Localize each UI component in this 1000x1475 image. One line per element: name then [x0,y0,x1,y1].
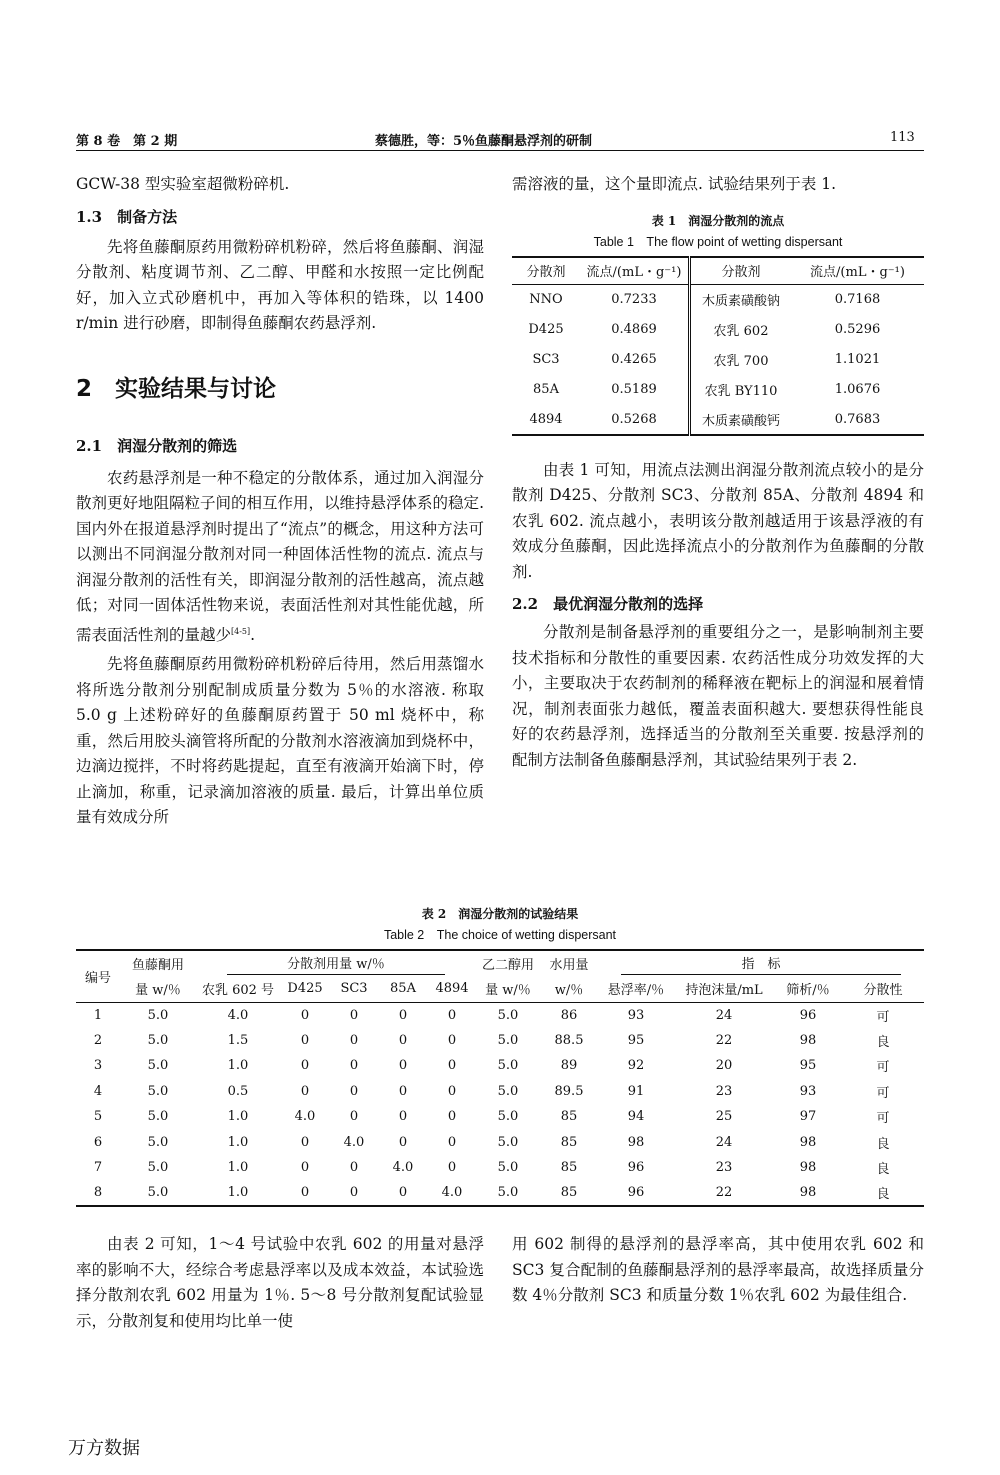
table-cell: 0 [300,1058,310,1074]
table-cell: 0 [447,1134,457,1150]
table-cell: NNO [529,292,563,308]
table-cell: 5.0 [497,1058,519,1074]
table-cell: 0.7683 [834,411,881,427]
table-cell: 5.0 [147,1032,169,1048]
table-cell: 4.0 [343,1134,365,1150]
table-cell: 0 [447,1032,457,1048]
table-cell: 1.0 [227,1185,249,1201]
table-cell: 4 [93,1083,103,1099]
table2-header-row-1 [76,950,924,976]
table-cell: 可 [876,1085,890,1101]
table-row [76,1181,924,1207]
table-cell: 0 [300,1160,310,1176]
paragraph-table2-analysis-left: 由表 2 可知，1～4 号试验中农乳 602 的用量对悬浮率的影响不大，经综合考虑悬浮率以及成本效益，本试验选择分散剂农乳 602 用量为 1％. 5～8 号分散剂复配试验显示，分散剂复和使用均比单一使 [76,1235,484,1330]
table-cell: 22 [715,1032,733,1048]
table-cell: 农乳 602 [690,315,792,345]
table-cell: 5 [93,1109,103,1125]
table-cell: 木质素磺酸钙 [690,405,792,435]
table-cell: 98 [627,1134,645,1150]
table-cell: 0 [398,1083,408,1099]
watermark: 万方数据 [68,1438,140,1459]
table-cell: 5.0 [497,1007,519,1023]
table-cell: 0 [447,1160,457,1176]
table1-header: 流点/(mL・g⁻¹) [586,265,682,281]
section-2-2-heading: 2.2 最优润湿分散剂的选择 [512,595,704,613]
table2-subheader: 筛析/％ [786,983,830,999]
table2-caption-en: Table 2 The choice of wetting dispersant [383,928,617,942]
table-cell: 木质素磺酸钠 [690,285,792,315]
table-cell: 0 [349,1185,359,1201]
table-cell: 1.0 [227,1134,249,1150]
table-cell: 24 [715,1007,733,1023]
table-cell: 5.0 [497,1109,519,1125]
table-cell: 可 [876,1111,890,1127]
table-cell: 7 [93,1160,103,1176]
table-cell: 0 [447,1058,457,1074]
table2-subheader: 农乳 602 号 [201,983,275,999]
table-cell: 0 [300,1134,310,1150]
table-row [76,1002,924,1028]
table-cell: 4.0 [227,1007,249,1023]
table-cell: 98 [799,1185,817,1201]
table2-subheader: 分散性 [863,983,903,999]
table-cell: 98 [799,1032,817,1048]
table-row [76,1130,924,1156]
table-cell: 0.4265 [611,352,657,367]
table-cell: 5.0 [147,1160,169,1176]
table2-header-index [598,950,924,976]
table-cell: 0 [300,1083,310,1099]
table-cell: 6 [93,1134,103,1150]
paragraph-table1-analysis: 由表 1 可知，用流点法测出润湿分散剂流点较小的是分散剂 D425、分散剂 SC3、分散剂 85A、分散剂 4894 和农乳 602. 流点越小，表明该分散剂越适用于该悬浮液的有效成分鱼藤酮，因此选择流点小的分散剂作为鱼藤酮的分散剂. [512,460,924,581]
table-cell: 97 [799,1109,817,1125]
table-cell: 85 [560,1109,578,1125]
table-cell: 0 [349,1058,359,1074]
table-cell: 0.7168 [834,292,881,308]
table-cell: 0 [447,1083,457,1099]
table-cell: 4.0 [392,1160,414,1176]
table-cell: 0 [349,1007,359,1023]
table-cell: 0.7233 [611,292,657,308]
table-cell: 89 [560,1058,578,1074]
table2-header-water-unit: w/％ [554,983,584,999]
table-cell: 3 [93,1058,103,1074]
table-row [76,1155,924,1181]
table-cell: 85 [560,1160,578,1176]
table-cell: 0.4869 [611,322,657,337]
section-2-1-heading: 2.1 润湿分散剂的筛选 [76,436,238,455]
table-cell: 0.5 [227,1083,249,1099]
paragraph-flow-point [76,466,484,649]
table-cell: 0 [398,1134,408,1150]
section-2-heading: 2 实验结果与讨论 [76,375,277,402]
table-row [76,1028,924,1054]
table-cell: 5.0 [147,1058,169,1074]
table-cell: 0 [398,1185,408,1201]
right-column [512,172,924,773]
table-cell: 95 [627,1032,645,1048]
table-cell: 5.0 [497,1083,519,1099]
table-cell: SC3 [532,352,560,367]
table-cell: 5.0 [147,1083,169,1099]
table-cell: 1 [93,1007,103,1023]
table-cell: 8 [93,1185,103,1201]
table-cell: 4894 [529,411,563,427]
table2-header-row-2 [76,976,924,1002]
table2-subheader: 持泡沫量/mL [685,983,763,999]
table1-header: 流点/(mL・g⁻¹) [810,265,905,281]
table-row [512,345,924,375]
table-row [76,1104,924,1130]
table-cell: 0 [398,1032,408,1048]
journal-volume: 第 8 卷 第 2 期 [76,134,178,149]
table-cell: 0 [349,1083,359,1099]
table-cell: 0 [447,1007,457,1023]
table-cell: 0 [349,1109,359,1125]
table-row [76,1079,924,1105]
table-row [76,1053,924,1079]
table-cell: 89.5 [554,1083,584,1099]
table-row [512,285,924,315]
table-cell: D425 [528,322,564,337]
table2 [76,949,924,1207]
paragraph-method: 先将鱼藤酮原药用微粉碎机粉碎后待用，然后用蒸馏水将所选分散剂分别配制成质量分数为 5％的水溶液. 称取 5.0 g 上述粉碎好的鱼藤酮原药置于 50 ml 烧杯中，称重，然后用胶头滴管将所配的分散剂水溶液滴加到烧杯中，边滴边搅拌，不时将药匙提起，直至有液滴开始滴下时，停止滴加，称重，记录滴加溶液的质量. 最后，计算出单位质量有效成分所 [76,655,484,827]
table2-header-glycol-unit: 量 w/％ [485,983,531,999]
table-cell: 5.0 [497,1032,519,1048]
table-row [512,375,924,405]
table-cell: 5.0 [147,1134,169,1150]
table-cell: 2 [93,1032,103,1048]
running-title: 蔡德胜，等：5％鱼藤酮悬浮剂的研制 [375,134,593,149]
table-cell: 1.0 [227,1058,249,1074]
table-cell: 91 [627,1083,645,1099]
table-cell: 4.0 [294,1109,316,1125]
table2-header-rotenone: 鱼藤酮用 [131,958,184,973]
table-cell: 0 [447,1109,457,1125]
table-cell: 5.0 [147,1185,169,1201]
paragraph-equipment: GCW-38 型实验室超微粉碎机. [76,175,290,193]
table2-caption: 表 2 润湿分散剂的试验结果 [421,907,579,921]
table1-header: 分散剂 [526,265,566,281]
table-cell: 0 [349,1032,359,1048]
table-row [512,405,924,435]
table2-header-rotenone-unit: 量 w/％ [135,983,181,999]
table-cell: 88.5 [554,1032,584,1048]
paragraph-table2-analysis-right: 用 602 制得的悬浮剂的悬浮率高，其中使用农乳 602 和 SC3 复合配制的鱼藤酮悬浮剂的悬浮率最高，故选择质量分数 4％分散剂 SC3 和质量分数 1％农乳 602 为最佳组合. [512,1235,924,1304]
table-cell: 92 [627,1058,645,1074]
table-cell: 95 [799,1058,817,1074]
table-cell: 5.0 [147,1007,169,1023]
table-cell: 1.1021 [834,352,881,367]
table-cell: 0.5268 [611,411,657,427]
table-row [512,315,924,345]
table-cell: 5.0 [497,1134,519,1150]
paragraph-flow-point-def: 需溶液的量，这个量即流点. 试验结果列于表 1. [512,175,837,193]
table-cell: 良 [876,1162,890,1178]
paragraph-dispersant-choice: 分散剂是制备悬浮剂的重要组分之一，是影响制剂主要技术指标和分散性的重要因素. 农药活性成分功效发挥的大小，主要取决于农药制剂的稀释液在靶标上的润湿和展着情况，制剂表面张力越低，覆盖表面积越大. 要想获得性能良好的农药悬浮剂，选择适当的分散剂至关重要. 按悬浮剂的配制方法制备鱼藤酮悬浮剂，其试验结果列于表 2. [512,623,924,769]
table-cell: 0 [349,1160,359,1176]
table-cell: 96 [799,1007,817,1023]
table-cell: 20 [715,1058,733,1074]
table2-header-glycol: 乙二醇用 [481,958,534,973]
table-cell: 0 [398,1058,408,1074]
table-cell: 24 [715,1134,733,1150]
page-number: 113 [890,130,915,145]
table2-subheader: SC3 [340,981,368,997]
table-cell: 1.0 [227,1160,249,1176]
table-cell: 25 [715,1109,733,1125]
table-cell: 0.5296 [834,322,881,337]
table-cell: 0 [300,1007,310,1023]
table-cell: 94 [627,1109,645,1125]
table-cell: 93 [627,1007,645,1023]
table-cell: 85 [560,1185,578,1201]
table-cell: 96 [627,1185,645,1201]
table2-header-no: 编号 [76,950,120,1002]
table-cell: 1.5 [227,1032,249,1048]
table-cell: 可 [876,1060,890,1076]
table-cell: 0 [398,1109,408,1125]
table-cell: 23 [715,1160,733,1176]
table2-subheader: D425 [287,981,323,997]
table-cell: 0.5189 [611,382,657,397]
paragraph-text: 农药悬浮剂是一种不稳定的分散体系，通过加入润湿分散剂更好地阻隔粒子间的相互作用，以维持悬浮体系的稳定. 国内外在报道悬浮剂时提出了“流点”的概念，用这种方法可以测出不同润湿分散剂对同一种固体活性物的流点. 流点与润湿分散剂的活性有关，即润湿分散剂的活性越高，流点越低；对同一固体活性物来说，表面活性剂对其性能优越，所需表面活性剂的量越少 [76,468,484,644]
header-rule [76,150,924,151]
table-cell: 0 [300,1032,310,1048]
table-cell: 22 [715,1185,733,1201]
table2-header-dispersant-text: 分散剂用量 w/％ [227,953,445,975]
table2-subheader: 悬浮率/％ [607,983,665,999]
table1-header: 分散剂 [690,257,792,285]
table2-subheader: 85A [390,981,416,997]
table-cell: 98 [799,1134,817,1150]
paragraph-end: . [250,625,256,644]
table-cell: 1.0676 [834,382,881,397]
table2-header-dispersant [196,950,476,976]
table-cell: 4.0 [441,1185,463,1201]
citation-ref: [4-5] [231,626,251,636]
table-cell: 93 [799,1083,817,1099]
table1-caption-en: Table 1 The flow point of wetting dispersant [593,234,843,249]
table-cell: 85A [533,382,559,397]
table1-caption: 表 1 润湿分散剂的流点 [651,213,785,228]
left-column [76,172,484,831]
table-cell: 86 [560,1007,578,1023]
section-1-3-heading: 1.3 制备方法 [76,207,178,226]
table1 [512,256,924,436]
table-cell: 98 [799,1160,817,1176]
table-cell: 可 [876,1009,890,1025]
table-cell: 农乳 BY110 [690,375,792,405]
table-cell: 1.0 [227,1109,249,1125]
table-cell: 5.0 [497,1185,519,1201]
table-cell: 农乳 700 [690,345,792,375]
paragraph-preparation: 先将鱼藤酮原药用微粉碎机粉碎，然后将鱼藤酮、润湿分散剂、粘度调节剂、乙二醇、甲醛和水按照一定比例配好，加入立式砂磨机中，再加入等体积的锆珠，以 1400 r/min 进行砂磨，即制得鱼藤酮农药悬浮剂. [76,237,484,332]
table-cell: 5.0 [147,1109,169,1125]
table2-block [76,905,924,1207]
table-cell: 96 [627,1160,645,1176]
table-cell: 85 [560,1134,578,1150]
table1-header-row [512,257,924,285]
table-cell: 良 [876,1187,890,1203]
table-cell: 良 [876,1136,890,1152]
table-cell: 良 [876,1034,890,1050]
table-cell: 23 [715,1083,733,1099]
table-cell: 0 [398,1007,408,1023]
table-cell: 0 [300,1185,310,1201]
table2-header-water: 水用量 [549,958,589,973]
table-cell: 5.0 [497,1160,519,1176]
table2-subheader: 4894 [435,981,469,997]
table2-header-index-text: 指 标 [621,953,900,975]
